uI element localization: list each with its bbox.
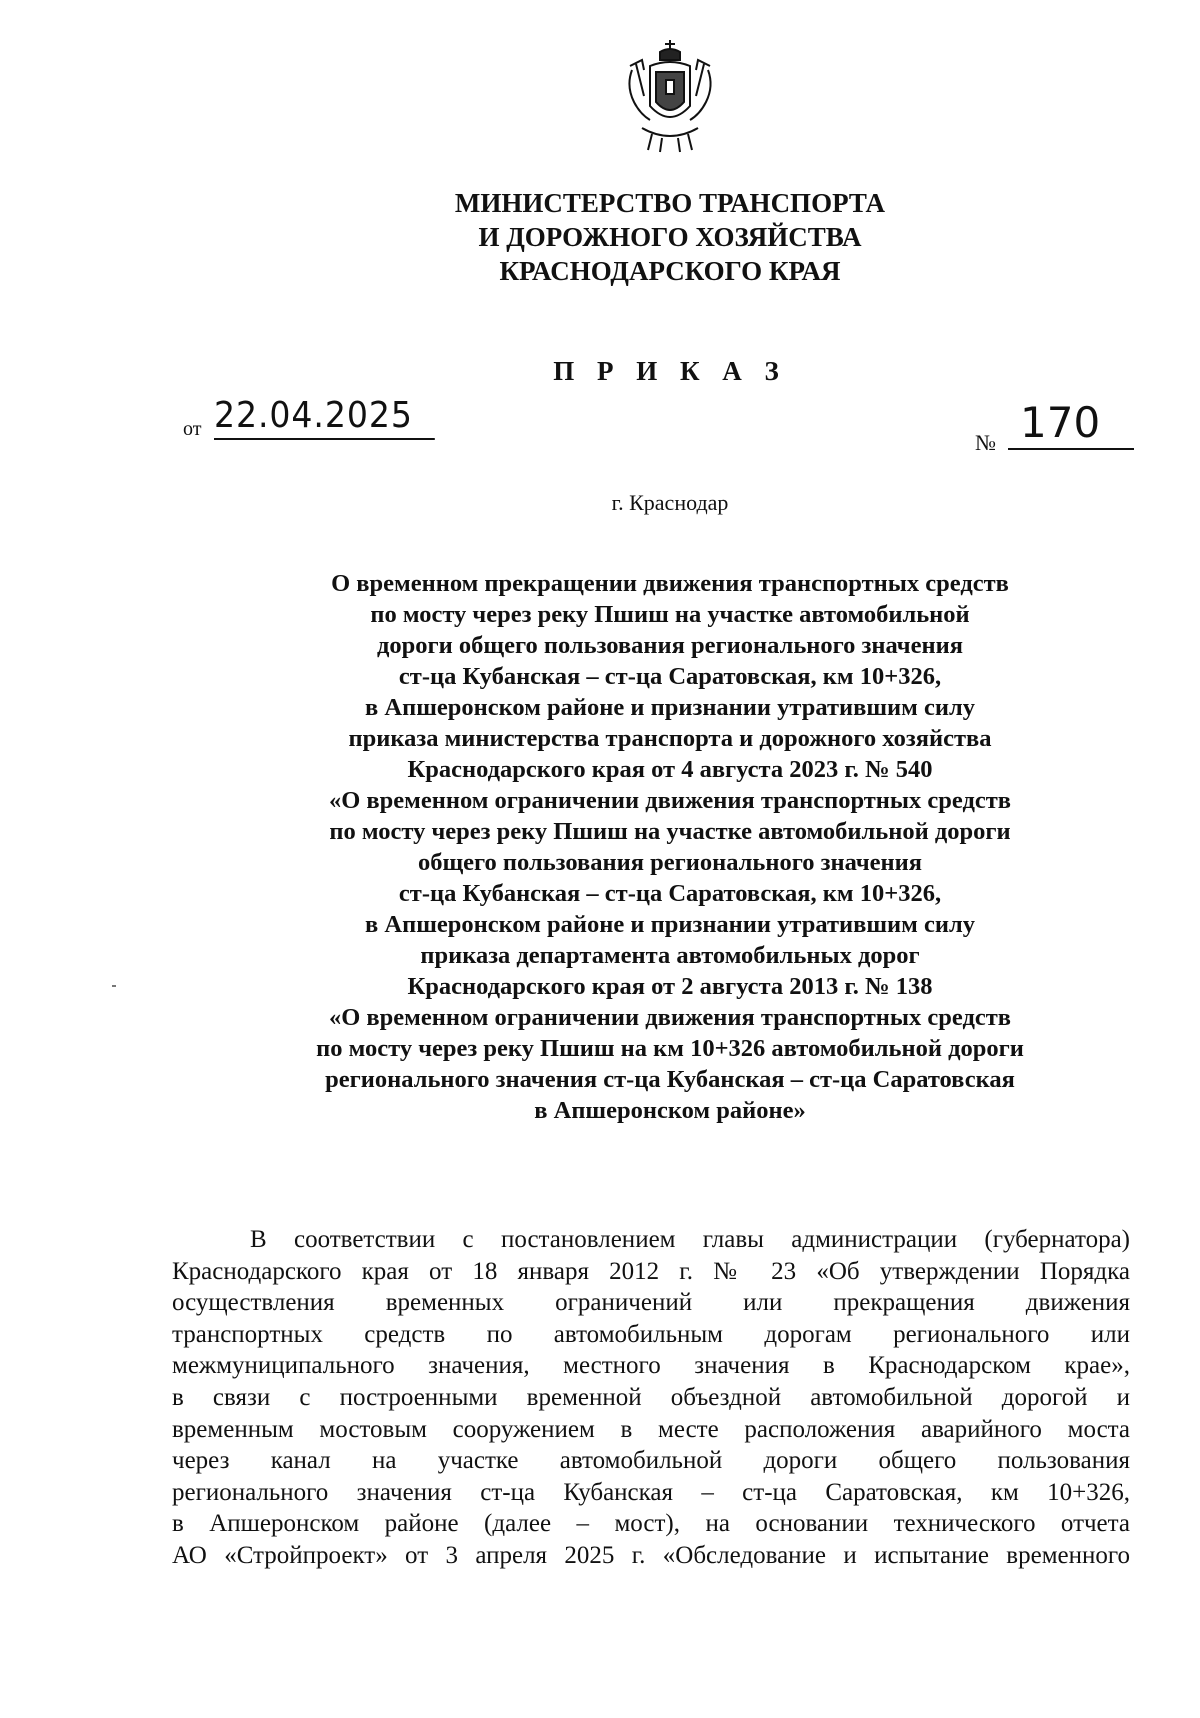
heading-line: приказа департамента автомобильных дорог — [420, 942, 920, 969]
heading-line: по мосту через реку Пшиш на участке автомобильной дороги — [329, 818, 1011, 845]
heading-line: общего пользования регионального значения — [417, 849, 923, 876]
body-line: транспортных средств по автомобильным дорогам регионального или — [172, 1320, 1130, 1348]
body-line: регионального значения ст-ца Кубанская – ст-ца Саратовская, км 10+326, — [172, 1478, 1130, 1506]
body-line: в Апшеронском районе (далее – мост), на основании технического отчета — [172, 1510, 1130, 1538]
order-heading — [180, 568, 1160, 1126]
scan-speck — [112, 985, 116, 987]
heading-line: Краснодарского края от 4 августа 2023 г. № 540 — [407, 756, 933, 783]
body-paragraph — [172, 1224, 1130, 1572]
heading-line: О временном прекращении движения транспортных средств — [331, 570, 1009, 597]
heading-line: в Апшеронском районе и признании утратившим силу — [365, 911, 975, 938]
ministry-name — [300, 186, 1040, 288]
body-line: Краснодарского края от 18 января 2012 г. № 23 «Об утверждении Порядка — [172, 1257, 1130, 1285]
heading-line: «О временном ограничении движения транспортных средств — [329, 1004, 1011, 1031]
heading-line: ст-ца Кубанская – ст-ца Саратовская, км 10+326, — [398, 663, 942, 690]
ministry-line-1: МИНИСТЕРСТВО ТРАНСПОРТА — [454, 188, 886, 218]
order-date: 22.04.2025 — [214, 394, 435, 440]
body-line: в связи с построенными временной объездной автомобильной дорогой и — [172, 1383, 1130, 1411]
body-line: через канал на участке автомобильной дороги общего пользования — [172, 1447, 1130, 1475]
heading-line: по мосту через реку Пшиш на км 10+326 автомобильной дороги — [316, 1035, 1024, 1062]
heading-line: регионального значения ст-ца Кубанская – ст-ца Саратовская — [325, 1066, 1015, 1093]
city-line: г. Краснодар — [611, 490, 729, 515]
heading-line: приказа министерства транспорта и дорожного хозяйства — [348, 725, 992, 752]
document-type-title: П Р И К А З — [553, 356, 787, 386]
heading-line: Краснодарского края от 2 августа 2013 г. № 138 — [407, 973, 933, 1000]
heading-line: в Апшеронском районе и признании утратившим силу — [365, 694, 975, 721]
heading-line: ст-ца Кубанская – ст-ца Саратовская, км 10+326, — [398, 880, 942, 907]
order-number: 170 — [1008, 398, 1134, 450]
ministry-line-2: И ДОРОЖНОГО ХОЗЯЙСТВА — [478, 222, 862, 252]
body-line: осуществления временных ограничений или прекращения движения — [172, 1289, 1130, 1317]
body-line: В соответствии с постановлением главы администрации (губернатора) — [250, 1226, 1130, 1253]
heading-line: в Апшеронском районе» — [534, 1097, 806, 1124]
ministry-line-3: КРАСНОДАРСКОГО КРАЯ — [499, 256, 841, 286]
body-line: АО «Стройпроект» от 3 апреля 2025 г. «Обследование и испытание временного — [172, 1541, 1130, 1569]
coat-of-arms-emblem — [622, 36, 718, 154]
body-line: межмуниципального значения, местного значения в Краснодарском крае», — [172, 1352, 1130, 1380]
heading-line: дороги общего пользования регионального значения — [377, 632, 963, 659]
heading-line: по мосту через реку Пшиш на участке автомобильной — [370, 601, 970, 628]
number-prefix: № — [975, 430, 996, 455]
heading-line: «О временном ограничении движения транспортных средств — [329, 787, 1011, 814]
body-line: временным мостовым сооружением в месте расположения аварийного моста — [172, 1415, 1130, 1443]
date-prefix: от — [183, 418, 202, 440]
